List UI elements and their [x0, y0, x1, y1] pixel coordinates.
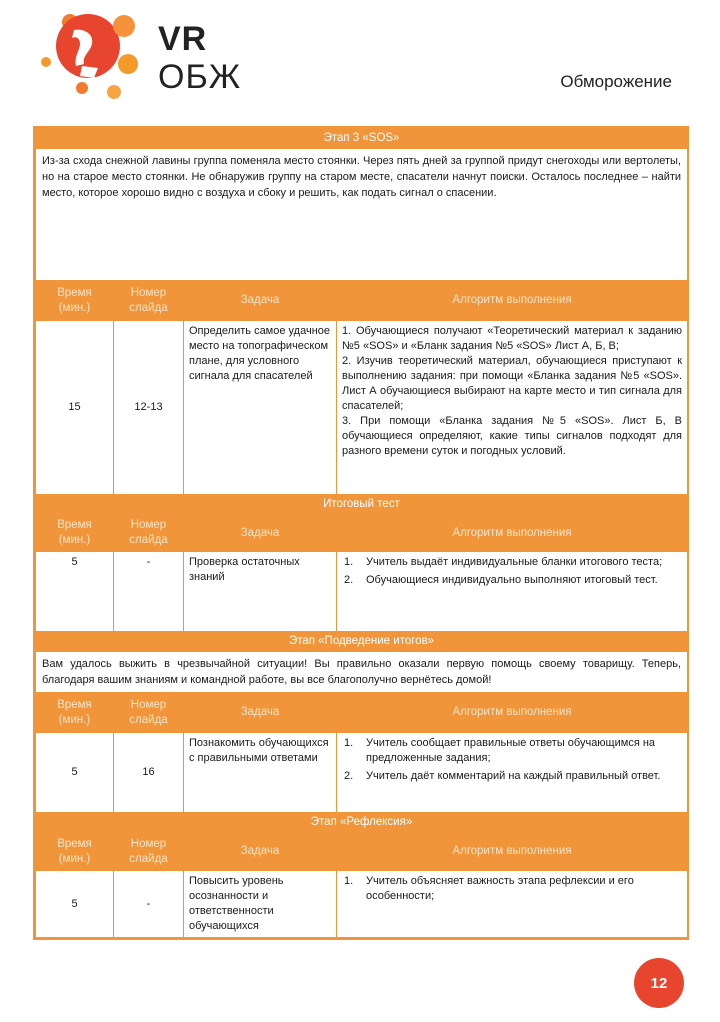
col-header-algorithm: Алгоритм выполнения [337, 515, 688, 552]
list-item: 2. Обучающиеся индивидуально выполняют итоговый тест. [344, 574, 658, 586]
algorithm-cell [337, 552, 688, 632]
page-number-badge: 12 [634, 958, 684, 1008]
logo-icon [36, 6, 146, 106]
col-header-algorithm: Алгоритм выполнения [337, 693, 688, 733]
slide-cell: - [114, 552, 184, 632]
col-header-time: Время (мин.) [36, 515, 114, 552]
task-cell: Проверка остаточных знаний [184, 552, 337, 632]
time-cell: 5 [36, 871, 114, 938]
stage-title: Этап «Рефлексия» [36, 813, 688, 833]
col-header-slide: Номер слайда [114, 281, 184, 321]
algorithm-cell [337, 321, 688, 495]
stage-intro: Из-за схода снежной лавины группа поменяла место стоянки. Через пять дней за группой придут снегоходы или вертолеты, но на старое место стоянки. Не обнаружив группу на старом месте, спасатели начнут поиски. Осталось последнее – найти место, которое хорошо видно с воздуха и сбоку и решить, как подать сигнал о спасении. [36, 149, 688, 281]
table-row [36, 733, 688, 813]
algorithm-cell [337, 871, 688, 938]
algorithm-step: 1. Обучающиеся получают «Теоретический материал к заданию №5 «SOS» и «Бланк задания №5 «SOS» Лист А, Б, В; [342, 325, 683, 352]
col-header-time: Время (мин.) [36, 693, 114, 733]
table-row [36, 552, 688, 632]
slide-cell: 12-13 [114, 321, 184, 495]
col-header-task: Задача [184, 515, 337, 552]
table-row [36, 321, 688, 495]
task-cell: Познакомить обучающихся с правильными ответами [184, 733, 337, 813]
list-item: 1. Учитель сообщает правильные ответы обучающимся на предложенные задания; [344, 737, 656, 764]
col-header-slide: Номер слайда [114, 515, 184, 552]
col-header-algorithm: Алгоритм выполнения [337, 281, 688, 321]
list-item: 1. Учитель выдаёт индивидуальные бланки итогового теста; [344, 556, 663, 568]
stage-title: Этап «Подведение итогов» [36, 632, 688, 652]
col-header-slide: Номер слайда [114, 693, 184, 733]
col-header-time: Время (мин.) [36, 833, 114, 871]
stage-title: Итоговый тест [36, 495, 688, 515]
task-cell: Повысить уровень осознанности и ответственности обучающихся [184, 871, 337, 938]
lesson-table [35, 128, 688, 938]
col-header-time: Время (мин.) [36, 281, 114, 321]
time-cell: 5 [36, 733, 114, 813]
list-item: 2. Учитель даёт комментарий на каждый правильный ответ. [344, 770, 661, 782]
algorithm-step: 2. Изучив теоретический материал, обучающиеся приступают к выполнению задания: при помощи «Бланка задания №5 «SOS». Лист А обучающиеся выбирают на карте место и тип сигнала для спасателей; [342, 355, 683, 412]
col-header-task: Задача [184, 693, 337, 733]
algorithm-cell [337, 733, 688, 813]
stage-intro: Вам удалось выжить в чрезвычайной ситуации! Вы правильно оказали первую помощь своему товарищу. Теперь, благодаря вашим знаниям и командной работе, вы все благополучно вернётесь домой! [36, 652, 688, 693]
col-header-slide: Номер слайда [114, 833, 184, 871]
algorithm-step: 3. При помощи «Бланка задания №5 «SOS». Лист Б, В обучающиеся определяют, какие типы сигналов подходят для разного времени суток и погодных условий. [342, 415, 683, 457]
slide-cell: - [114, 871, 184, 938]
time-cell: 5 [36, 552, 114, 632]
lesson-table-container [33, 126, 689, 940]
page-header [0, 0, 720, 120]
col-header-algorithm: Алгоритм выполнения [337, 833, 688, 871]
logo-text-vr: VR [158, 20, 208, 58]
logo-text-obzh: ОБЖ [158, 58, 242, 96]
page-title: Обморожение [560, 72, 672, 91]
stage-title: Этап 3 «SOS» [36, 129, 688, 149]
table-row [36, 871, 688, 938]
slide-cell: 16 [114, 733, 184, 813]
task-cell: Определить самое удачное место на топографическом плане, для условного сигнала для спасателей [184, 321, 337, 495]
col-header-task: Задача [184, 833, 337, 871]
col-header-task: Задача [184, 281, 337, 321]
list-item: 1. Учитель объясняет важность этапа рефлексии и его особенности; [344, 875, 634, 902]
time-cell: 15 [36, 321, 114, 495]
